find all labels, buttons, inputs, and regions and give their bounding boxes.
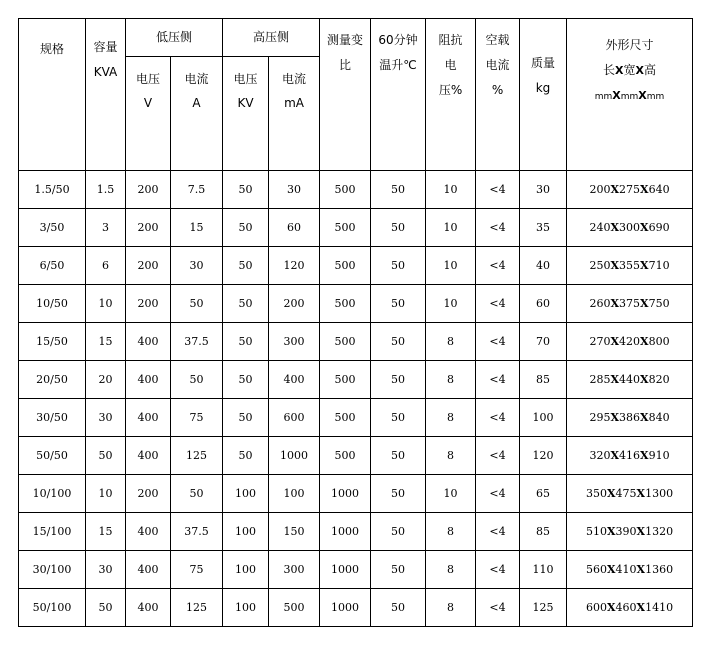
cell-kg: 70 [520, 323, 567, 361]
cell-la: 75 [171, 399, 223, 437]
cell-hv: 100 [223, 475, 269, 513]
cell-kva: 30 [86, 551, 126, 589]
cell-kg: 110 [520, 551, 567, 589]
cell-imp: 8 [426, 551, 476, 589]
cell-temp: 50 [371, 361, 426, 399]
cell-spec: 20/50 [19, 361, 86, 399]
cell-imp: 10 [426, 209, 476, 247]
cell-ha: 300 [269, 551, 320, 589]
cell-kva: 10 [86, 285, 126, 323]
cell-ratio: 1000 [320, 589, 371, 627]
cell-spec: 15/100 [19, 513, 86, 551]
cell-temp: 50 [371, 437, 426, 475]
cell-ratio: 1000 [320, 551, 371, 589]
cell-dims: 285X440X820 [567, 361, 693, 399]
cell-imp: 8 [426, 323, 476, 361]
cell-kva: 1.5 [86, 171, 126, 209]
table-row [19, 399, 693, 437]
cell-imp: 8 [426, 437, 476, 475]
table-row [19, 361, 693, 399]
cell-kva: 10 [86, 475, 126, 513]
cell-temp: 50 [371, 513, 426, 551]
header-high-current: 电流 mA [269, 57, 320, 171]
cell-kg: 100 [520, 399, 567, 437]
cell-spec: 50/50 [19, 437, 86, 475]
cell-la: 7.5 [171, 171, 223, 209]
cell-kg: 85 [520, 513, 567, 551]
cell-lv: 200 [126, 285, 171, 323]
cell-lv: 400 [126, 513, 171, 551]
table-row [19, 247, 693, 285]
header-capacity: 容量 KVA [86, 19, 126, 171]
cell-ha: 100 [269, 475, 320, 513]
header-ratio: 测量变 比 [320, 19, 371, 171]
cell-dims: 600X460X1410 [567, 589, 693, 627]
cell-temp: 50 [371, 551, 426, 589]
header-high-side: 高压侧 [223, 19, 320, 57]
cell-la: 37.5 [171, 513, 223, 551]
cell-noload: <4 [476, 171, 520, 209]
cell-ha: 150 [269, 513, 320, 551]
cell-kg: 120 [520, 437, 567, 475]
cell-ratio: 1000 [320, 513, 371, 551]
cell-kva: 15 [86, 323, 126, 361]
cell-spec: 15/50 [19, 323, 86, 361]
cell-kg: 60 [520, 285, 567, 323]
cell-kg: 40 [520, 247, 567, 285]
table-row [19, 475, 693, 513]
header-low-side: 低压侧 [126, 19, 223, 57]
cell-hv: 50 [223, 323, 269, 361]
cell-lv: 200 [126, 171, 171, 209]
header-temp-rise: 60分钟 温升℃ [371, 19, 426, 171]
cell-spec: 10/100 [19, 475, 86, 513]
cell-hv: 100 [223, 551, 269, 589]
cell-temp: 50 [371, 589, 426, 627]
cell-spec: 3/50 [19, 209, 86, 247]
cell-dims: 560X410X1360 [567, 551, 693, 589]
cell-hv: 50 [223, 437, 269, 475]
cell-dims: 200X275X640 [567, 171, 693, 209]
table-row [19, 285, 693, 323]
table-row [19, 589, 693, 627]
cell-hv: 100 [223, 589, 269, 627]
cell-noload: <4 [476, 437, 520, 475]
transformer-spec-table [18, 18, 693, 627]
cell-spec: 6/50 [19, 247, 86, 285]
cell-ha: 400 [269, 361, 320, 399]
cell-lv: 400 [126, 361, 171, 399]
cell-la: 37.5 [171, 323, 223, 361]
cell-hv: 100 [223, 513, 269, 551]
cell-kg: 85 [520, 361, 567, 399]
cell-imp: 10 [426, 285, 476, 323]
cell-ha: 60 [269, 209, 320, 247]
cell-hv: 50 [223, 361, 269, 399]
cell-ratio: 500 [320, 361, 371, 399]
cell-spec: 30/50 [19, 399, 86, 437]
cell-ha: 1000 [269, 437, 320, 475]
table-row [19, 171, 693, 209]
cell-spec: 10/50 [19, 285, 86, 323]
cell-noload: <4 [476, 513, 520, 551]
cell-ratio: 500 [320, 285, 371, 323]
cell-kva: 20 [86, 361, 126, 399]
header-impedance: 阻抗 电 压% [426, 19, 476, 171]
cell-lv: 400 [126, 551, 171, 589]
cell-kg: 35 [520, 209, 567, 247]
table-row [19, 209, 693, 247]
header-low-voltage: 电压 V [126, 57, 171, 171]
cell-noload: <4 [476, 209, 520, 247]
cell-ha: 200 [269, 285, 320, 323]
cell-lv: 200 [126, 209, 171, 247]
cell-spec: 50/100 [19, 589, 86, 627]
cell-lv: 400 [126, 437, 171, 475]
cell-kva: 3 [86, 209, 126, 247]
cell-noload: <4 [476, 475, 520, 513]
cell-ratio: 500 [320, 171, 371, 209]
cell-imp: 8 [426, 399, 476, 437]
header-mass: 质量 kg [520, 19, 567, 171]
cell-dims: 240X300X690 [567, 209, 693, 247]
cell-la: 125 [171, 589, 223, 627]
cell-la: 125 [171, 437, 223, 475]
cell-ratio: 500 [320, 247, 371, 285]
cell-hv: 50 [223, 209, 269, 247]
cell-spec: 1.5/50 [19, 171, 86, 209]
cell-ratio: 500 [320, 399, 371, 437]
cell-la: 50 [171, 361, 223, 399]
cell-imp: 8 [426, 513, 476, 551]
header-row-1 [19, 19, 693, 57]
cell-imp: 10 [426, 475, 476, 513]
cell-noload: <4 [476, 247, 520, 285]
cell-temp: 50 [371, 475, 426, 513]
cell-ha: 600 [269, 399, 320, 437]
cell-noload: <4 [476, 589, 520, 627]
cell-dims: 350X475X1300 [567, 475, 693, 513]
cell-temp: 50 [371, 247, 426, 285]
cell-ha: 30 [269, 171, 320, 209]
cell-lv: 400 [126, 589, 171, 627]
cell-temp: 50 [371, 171, 426, 209]
table-row [19, 323, 693, 361]
cell-ratio: 500 [320, 209, 371, 247]
cell-imp: 10 [426, 171, 476, 209]
cell-imp: 10 [426, 247, 476, 285]
table-row [19, 551, 693, 589]
cell-la: 50 [171, 285, 223, 323]
cell-kva: 50 [86, 589, 126, 627]
cell-la: 50 [171, 475, 223, 513]
cell-spec: 30/100 [19, 551, 86, 589]
cell-noload: <4 [476, 285, 520, 323]
cell-lv: 400 [126, 323, 171, 361]
header-dimensions: 外形尺寸 长X宽X高 mmXmmXmm [567, 19, 693, 171]
header-low-current: 电流 A [171, 57, 223, 171]
cell-noload: <4 [476, 323, 520, 361]
header-spec: 规格 [19, 19, 86, 171]
cell-kg: 125 [520, 589, 567, 627]
cell-dims: 295X386X840 [567, 399, 693, 437]
cell-temp: 50 [371, 323, 426, 361]
cell-kg: 30 [520, 171, 567, 209]
cell-lv: 200 [126, 475, 171, 513]
cell-kg: 65 [520, 475, 567, 513]
cell-noload: <4 [476, 399, 520, 437]
cell-hv: 50 [223, 171, 269, 209]
cell-ha: 500 [269, 589, 320, 627]
cell-ratio: 500 [320, 437, 371, 475]
cell-ha: 300 [269, 323, 320, 361]
table-row [19, 513, 693, 551]
cell-hv: 50 [223, 399, 269, 437]
cell-dims: 260X375X750 [567, 285, 693, 323]
table-row [19, 437, 693, 475]
cell-lv: 400 [126, 399, 171, 437]
header-noload-current: 空载 电流 % [476, 19, 520, 171]
cell-hv: 50 [223, 247, 269, 285]
cell-dims: 270X420X800 [567, 323, 693, 361]
cell-temp: 50 [371, 285, 426, 323]
cell-la: 15 [171, 209, 223, 247]
cell-kva: 15 [86, 513, 126, 551]
cell-kva: 6 [86, 247, 126, 285]
cell-imp: 8 [426, 361, 476, 399]
cell-dims: 510X390X1320 [567, 513, 693, 551]
cell-hv: 50 [223, 285, 269, 323]
cell-ratio: 500 [320, 323, 371, 361]
cell-noload: <4 [476, 551, 520, 589]
cell-la: 30 [171, 247, 223, 285]
cell-dims: 250X355X710 [567, 247, 693, 285]
cell-kva: 50 [86, 437, 126, 475]
cell-la: 75 [171, 551, 223, 589]
cell-noload: <4 [476, 361, 520, 399]
cell-temp: 50 [371, 399, 426, 437]
cell-kva: 30 [86, 399, 126, 437]
cell-temp: 50 [371, 209, 426, 247]
cell-imp: 8 [426, 589, 476, 627]
cell-dims: 320X416X910 [567, 437, 693, 475]
cell-lv: 200 [126, 247, 171, 285]
cell-ratio: 1000 [320, 475, 371, 513]
header-high-voltage: 电压 KV [223, 57, 269, 171]
cell-ha: 120 [269, 247, 320, 285]
